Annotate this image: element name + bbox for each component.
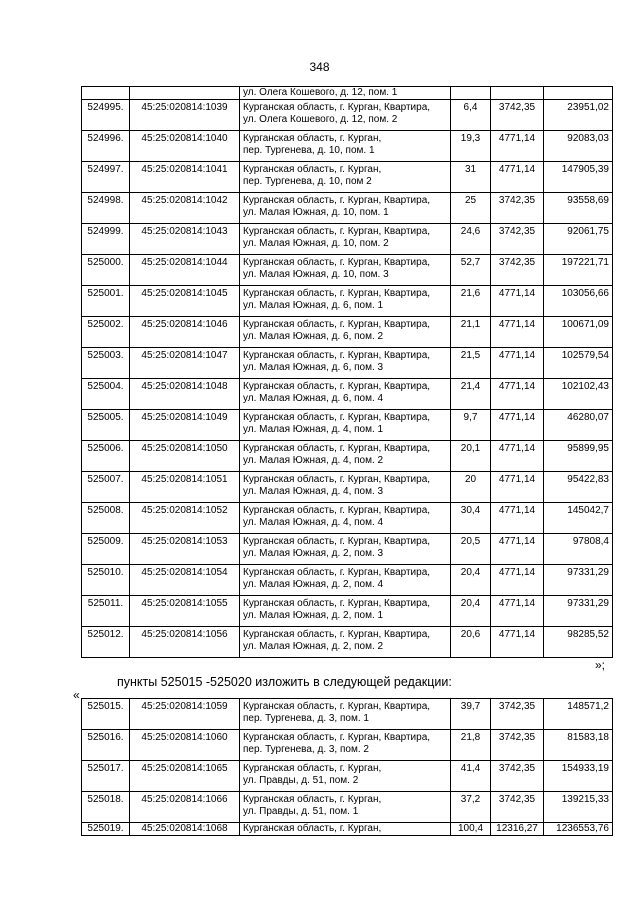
address-line-2: ул. Правды, д. 51, пом. 1 bbox=[243, 806, 359, 817]
address-line-2: ул. Малая Южная, д. 10, пом. 3 bbox=[243, 269, 389, 280]
area-cell: 20,5 bbox=[451, 534, 491, 565]
address-line-1: Курганская область, г. Курган, Квартира, bbox=[243, 567, 431, 578]
address-line-1: ул. Олега Кошевого, д. 12, пом. 1 bbox=[243, 87, 398, 98]
area-cell: 21,8 bbox=[451, 730, 491, 761]
rate-cell: 3742,35 bbox=[491, 730, 544, 761]
row-number-cell: 525016. bbox=[82, 730, 130, 761]
rate-cell: 4771,14 bbox=[491, 534, 544, 565]
cadastral-value-cell: 148571,2 bbox=[544, 699, 613, 730]
address-cell bbox=[240, 761, 451, 792]
address-line-2: пер. Тургенева, д. 3, пом. 1 bbox=[243, 713, 369, 724]
row-number-cell: 525015. bbox=[82, 699, 130, 730]
area-cell: 21,5 bbox=[451, 348, 491, 379]
table-row bbox=[82, 792, 613, 823]
address-line-2: ул. Малая Южная, д. 10, пом. 1 bbox=[243, 207, 389, 218]
address-cell bbox=[240, 472, 451, 503]
rate-cell: 4771,14 bbox=[491, 627, 544, 658]
address-cell bbox=[240, 131, 451, 162]
rate-cell: 4771,14 bbox=[491, 131, 544, 162]
table-row bbox=[82, 627, 613, 658]
address-cell bbox=[240, 534, 451, 565]
address-line-2: ул. Малая Южная, д. 4, пом. 2 bbox=[243, 455, 384, 466]
area-cell: 20,4 bbox=[451, 565, 491, 596]
address-line-1: Курганская область, г. Курган, bbox=[243, 823, 382, 834]
address-line-2: пер. Тургенева, д. 10, пом 2 bbox=[243, 176, 372, 187]
address-cell bbox=[240, 441, 451, 472]
rate-cell: 4771,14 bbox=[491, 286, 544, 317]
address-line-2: ул. Малая Южная, д. 2, пом. 3 bbox=[243, 548, 384, 559]
cadastral-number-cell: 45:25:020814:1045 bbox=[130, 286, 240, 317]
table-row bbox=[82, 87, 613, 100]
cadastral-value-cell: 92083,03 bbox=[544, 131, 613, 162]
rate-cell: 4771,14 bbox=[491, 317, 544, 348]
table-row bbox=[82, 379, 613, 410]
address-line-2: ул. Малая Южная, д. 6, пом. 2 bbox=[243, 331, 384, 342]
rate-cell: 4771,14 bbox=[491, 379, 544, 410]
row-number-cell: 525001. bbox=[82, 286, 130, 317]
cadastral-value-cell: 102102,43 bbox=[544, 379, 613, 410]
table-row bbox=[82, 761, 613, 792]
address-line-1: Курганская область, г. Курган, Квартира, bbox=[243, 319, 431, 330]
address-line-1: Курганская область, г. Курган, Квартира, bbox=[243, 701, 431, 712]
row-number-cell: 524999. bbox=[82, 224, 130, 255]
address-line-1: Курганская область, г. Курган, Квартира, bbox=[243, 732, 431, 743]
row-number-cell: 525010. bbox=[82, 565, 130, 596]
cadastral-value-cell: 97331,29 bbox=[544, 596, 613, 627]
rate-cell: 4771,14 bbox=[491, 503, 544, 534]
cadastral-number-cell: 45:25:020814:1048 bbox=[130, 379, 240, 410]
cadastral-number-cell: 45:25:020814:1060 bbox=[130, 730, 240, 761]
row-number-cell: 525004. bbox=[82, 379, 130, 410]
address-cell bbox=[240, 193, 451, 224]
page-number: 348 bbox=[309, 60, 330, 74]
cadastral-value-cell: 97331,29 bbox=[544, 565, 613, 596]
rate-cell: 4771,14 bbox=[491, 410, 544, 441]
row-number-cell: 525018. bbox=[82, 792, 130, 823]
cadastral-value-cell: 95899,95 bbox=[544, 441, 613, 472]
rate-cell: 4771,14 bbox=[491, 441, 544, 472]
cadastral-value-cell: 100671,09 bbox=[544, 317, 613, 348]
cadastral-value-cell: 1236553,76 bbox=[544, 823, 613, 836]
address-line-2: ул. Малая Южная, д. 10, пом. 2 bbox=[243, 238, 389, 249]
address-line-2: ул. Малая Южная, д. 6, пом. 3 bbox=[243, 362, 384, 373]
address-line-2: ул. Малая Южная, д. 6, пом. 1 bbox=[243, 300, 384, 311]
rate-cell: 3742,35 bbox=[491, 699, 544, 730]
address-line-1: Курганская область, г. Курган, bbox=[243, 164, 382, 175]
opening-quote: « bbox=[73, 688, 80, 702]
table-row bbox=[82, 193, 613, 224]
rate-cell: 4771,14 bbox=[491, 596, 544, 627]
area-cell: 21,6 bbox=[451, 286, 491, 317]
address-line-1: Курганская область, г. Курган, Квартира, bbox=[243, 412, 431, 423]
row-number-cell: 525017. bbox=[82, 761, 130, 792]
address-line-1: Курганская область, г. Курган, Квартира, bbox=[243, 195, 431, 206]
address-line-2: ул. Малая Южная, д. 6, пом. 4 bbox=[243, 393, 384, 404]
address-cell bbox=[240, 379, 451, 410]
address-line-1: Курганская область, г. Курган, bbox=[243, 763, 382, 774]
address-cell bbox=[240, 100, 451, 131]
address-cell bbox=[240, 503, 451, 534]
address-cell bbox=[240, 565, 451, 596]
address-line-2: ул. Олега Кошевого, д. 12, пом. 2 bbox=[243, 114, 398, 125]
address-line-2: ул. Малая Южная, д. 2, пом. 4 bbox=[243, 579, 384, 590]
row-number-cell: 525008. bbox=[82, 503, 130, 534]
row-number-cell: 525019. bbox=[82, 823, 130, 836]
address-line-1: Курганская область, г. Курган, Квартира, bbox=[243, 629, 431, 640]
address-line-1: Курганская область, г. Курган, Квартира, bbox=[243, 536, 431, 547]
row-number-cell: 525006. bbox=[82, 441, 130, 472]
rate-cell: 3742,35 bbox=[491, 100, 544, 131]
table-row bbox=[82, 441, 613, 472]
cadastral-value-cell: 23951,02 bbox=[544, 100, 613, 131]
cadastral-value-cell: 46280,07 bbox=[544, 410, 613, 441]
address-line-1: Курганская область, г. Курган, bbox=[243, 794, 382, 805]
table-row bbox=[82, 503, 613, 534]
cadastral-number-cell: 45:25:020814:1051 bbox=[130, 472, 240, 503]
cadastral-number-cell: 45:25:020814:1041 bbox=[130, 162, 240, 193]
rate-cell: 4771,14 bbox=[491, 472, 544, 503]
row-number-cell: 525002. bbox=[82, 317, 130, 348]
address-cell bbox=[240, 410, 451, 441]
row-number-cell: 524995. bbox=[82, 100, 130, 131]
table-row bbox=[82, 472, 613, 503]
cadastral-number-cell: 45:25:020814:1043 bbox=[130, 224, 240, 255]
table-row bbox=[82, 410, 613, 441]
area-cell: 39,7 bbox=[451, 699, 491, 730]
area-cell: 25 bbox=[451, 193, 491, 224]
cadastral-number-cell: 45:25:020814:1044 bbox=[130, 255, 240, 286]
area-cell bbox=[451, 87, 491, 100]
rate-cell: 3742,35 bbox=[491, 761, 544, 792]
cadastral-number-cell: 45:25:020814:1068 bbox=[130, 823, 240, 836]
cadastral-value-cell bbox=[544, 87, 613, 100]
area-cell: 9,7 bbox=[451, 410, 491, 441]
row-number-cell: 525012. bbox=[82, 627, 130, 658]
row-number-cell: 524996. bbox=[82, 131, 130, 162]
address-line-1: Курганская область, г. Курган, Квартира, bbox=[243, 598, 431, 609]
cadastral-value-cell: 154933,19 bbox=[544, 761, 613, 792]
cadastral-number-cell: 45:25:020814:1049 bbox=[130, 410, 240, 441]
cadastral-number-cell: 45:25:020814:1055 bbox=[130, 596, 240, 627]
address-line-2: пер. Тургенева, д. 3, пом. 2 bbox=[243, 744, 369, 755]
address-line-1: Курганская область, г. Курган, Квартира, bbox=[243, 350, 431, 361]
cadastral-number-cell: 45:25:020814:1039 bbox=[130, 100, 240, 131]
area-cell: 20,6 bbox=[451, 627, 491, 658]
address-line-1: Курганская область, г. Курган, Квартира, bbox=[243, 381, 431, 392]
address-cell bbox=[240, 730, 451, 761]
address-cell bbox=[240, 255, 451, 286]
cadastral-number-cell: 45:25:020814:1053 bbox=[130, 534, 240, 565]
address-cell bbox=[240, 87, 451, 100]
rate-cell: 3742,35 bbox=[491, 224, 544, 255]
cadastral-number-cell: 45:25:020814:1050 bbox=[130, 441, 240, 472]
table-row bbox=[82, 100, 613, 131]
area-cell: 37,2 bbox=[451, 792, 491, 823]
rate-cell: 4771,14 bbox=[491, 162, 544, 193]
cadastral-number-cell: 45:25:020814:1054 bbox=[130, 565, 240, 596]
cadastral-value-cell: 145042,7 bbox=[544, 503, 613, 534]
cadastral-value-cell: 92061,75 bbox=[544, 224, 613, 255]
address-cell bbox=[240, 317, 451, 348]
address-cell bbox=[240, 792, 451, 823]
instruction-text: пункты 525015 -525020 изложить в следующей редакции: bbox=[117, 675, 452, 689]
cadastral-value-cell: 103056,66 bbox=[544, 286, 613, 317]
property-table-1 bbox=[81, 86, 613, 658]
cadastral-value-cell: 95422,83 bbox=[544, 472, 613, 503]
cadastral-number-cell: 45:25:020814:1065 bbox=[130, 761, 240, 792]
area-cell: 41,4 bbox=[451, 761, 491, 792]
row-number-cell: 525005. bbox=[82, 410, 130, 441]
row-number-cell: 525000. bbox=[82, 255, 130, 286]
cadastral-number-cell: 45:25:020814:1047 bbox=[130, 348, 240, 379]
table-row bbox=[82, 699, 613, 730]
cadastral-number-cell: 45:25:020814:1046 bbox=[130, 317, 240, 348]
row-number-cell: 525011. bbox=[82, 596, 130, 627]
address-cell bbox=[240, 224, 451, 255]
area-cell: 20,4 bbox=[451, 596, 491, 627]
area-cell: 20 bbox=[451, 472, 491, 503]
address-cell bbox=[240, 627, 451, 658]
address-cell bbox=[240, 699, 451, 730]
row-number-cell: 525009. bbox=[82, 534, 130, 565]
address-line-1: Курганская область, г. Курган, Квартира, bbox=[243, 474, 431, 485]
rate-cell: 12316,27 bbox=[491, 823, 544, 836]
row-number-cell: 524997. bbox=[82, 162, 130, 193]
area-cell: 100,4 bbox=[451, 823, 491, 836]
table-row bbox=[82, 131, 613, 162]
table-row bbox=[82, 317, 613, 348]
area-cell: 6,4 bbox=[451, 100, 491, 131]
address-cell bbox=[240, 596, 451, 627]
cadastral-value-cell: 102579,54 bbox=[544, 348, 613, 379]
address-cell bbox=[240, 348, 451, 379]
table-row bbox=[82, 286, 613, 317]
cadastral-number-cell: 45:25:020814:1052 bbox=[130, 503, 240, 534]
address-line-2: ул. Малая Южная, д. 2, пом. 2 bbox=[243, 641, 384, 652]
cadastral-value-cell: 81583,18 bbox=[544, 730, 613, 761]
cadastral-value-cell: 139215,33 bbox=[544, 792, 613, 823]
table-row bbox=[82, 162, 613, 193]
row-number-cell: 524998. bbox=[82, 193, 130, 224]
rate-cell: 4771,14 bbox=[491, 565, 544, 596]
cadastral-value-cell: 98285,52 bbox=[544, 627, 613, 658]
address-line-1: Курганская область, г. Курган, Квартира, bbox=[243, 102, 431, 113]
closing-quote: »; bbox=[595, 658, 606, 672]
address-line-2: ул. Малая Южная, д. 2, пом. 1 bbox=[243, 610, 384, 621]
address-line-1: Курганская область, г. Курган, Квартира, bbox=[243, 288, 431, 299]
row-number-cell bbox=[82, 87, 130, 100]
cadastral-value-cell: 93558,69 bbox=[544, 193, 613, 224]
area-cell: 30,4 bbox=[451, 503, 491, 534]
row-number-cell: 525007. bbox=[82, 472, 130, 503]
rate-cell bbox=[491, 87, 544, 100]
address-line-2: пер. Тургенева, д. 10, пом. 1 bbox=[243, 145, 375, 156]
row-number-cell: 525003. bbox=[82, 348, 130, 379]
table-row bbox=[82, 596, 613, 627]
address-cell bbox=[240, 823, 451, 836]
address-line-1: Курганская область, г. Курган, Квартира, bbox=[243, 443, 431, 454]
address-line-2: ул. Малая Южная, д. 4, пом. 1 bbox=[243, 424, 384, 435]
address-line-1: Курганская область, г. Курган, Квартира, bbox=[243, 505, 431, 516]
rate-cell: 3742,35 bbox=[491, 792, 544, 823]
rate-cell: 4771,14 bbox=[491, 348, 544, 379]
cadastral-value-cell: 97808,4 bbox=[544, 534, 613, 565]
address-line-2: ул. Малая Южная, д. 4, пом. 4 bbox=[243, 517, 384, 528]
table-row bbox=[82, 348, 613, 379]
area-cell: 21,4 bbox=[451, 379, 491, 410]
rate-cell: 3742,35 bbox=[491, 193, 544, 224]
table-row bbox=[82, 565, 613, 596]
table-row bbox=[82, 730, 613, 761]
cadastral-number-cell bbox=[130, 87, 240, 100]
property-table-2 bbox=[81, 698, 613, 836]
table-row bbox=[82, 534, 613, 565]
rate-cell: 3742,35 bbox=[491, 255, 544, 286]
table-row bbox=[82, 255, 613, 286]
address-cell bbox=[240, 286, 451, 317]
address-line-2: ул. Правды, д. 51, пом. 2 bbox=[243, 775, 359, 786]
address-cell bbox=[240, 162, 451, 193]
cadastral-number-cell: 45:25:020814:1042 bbox=[130, 193, 240, 224]
cadastral-number-cell: 45:25:020814:1040 bbox=[130, 131, 240, 162]
area-cell: 19,3 bbox=[451, 131, 491, 162]
area-cell: 52,7 bbox=[451, 255, 491, 286]
table-row bbox=[82, 823, 613, 836]
area-cell: 24,6 bbox=[451, 224, 491, 255]
area-cell: 21,1 bbox=[451, 317, 491, 348]
address-line-2: ул. Малая Южная, д. 4, пом. 3 bbox=[243, 486, 384, 497]
address-line-1: Курганская область, г. Курган, Квартира, bbox=[243, 226, 431, 237]
address-line-1: Курганская область, г. Курган, bbox=[243, 133, 382, 144]
cadastral-value-cell: 147905,39 bbox=[544, 162, 613, 193]
cadastral-number-cell: 45:25:020814:1059 bbox=[130, 699, 240, 730]
table-row bbox=[82, 224, 613, 255]
cadastral-value-cell: 197221,71 bbox=[544, 255, 613, 286]
area-cell: 31 bbox=[451, 162, 491, 193]
cadastral-number-cell: 45:25:020814:1066 bbox=[130, 792, 240, 823]
cadastral-number-cell: 45:25:020814:1056 bbox=[130, 627, 240, 658]
address-line-1: Курганская область, г. Курган, Квартира, bbox=[243, 257, 431, 268]
area-cell: 20,1 bbox=[451, 441, 491, 472]
